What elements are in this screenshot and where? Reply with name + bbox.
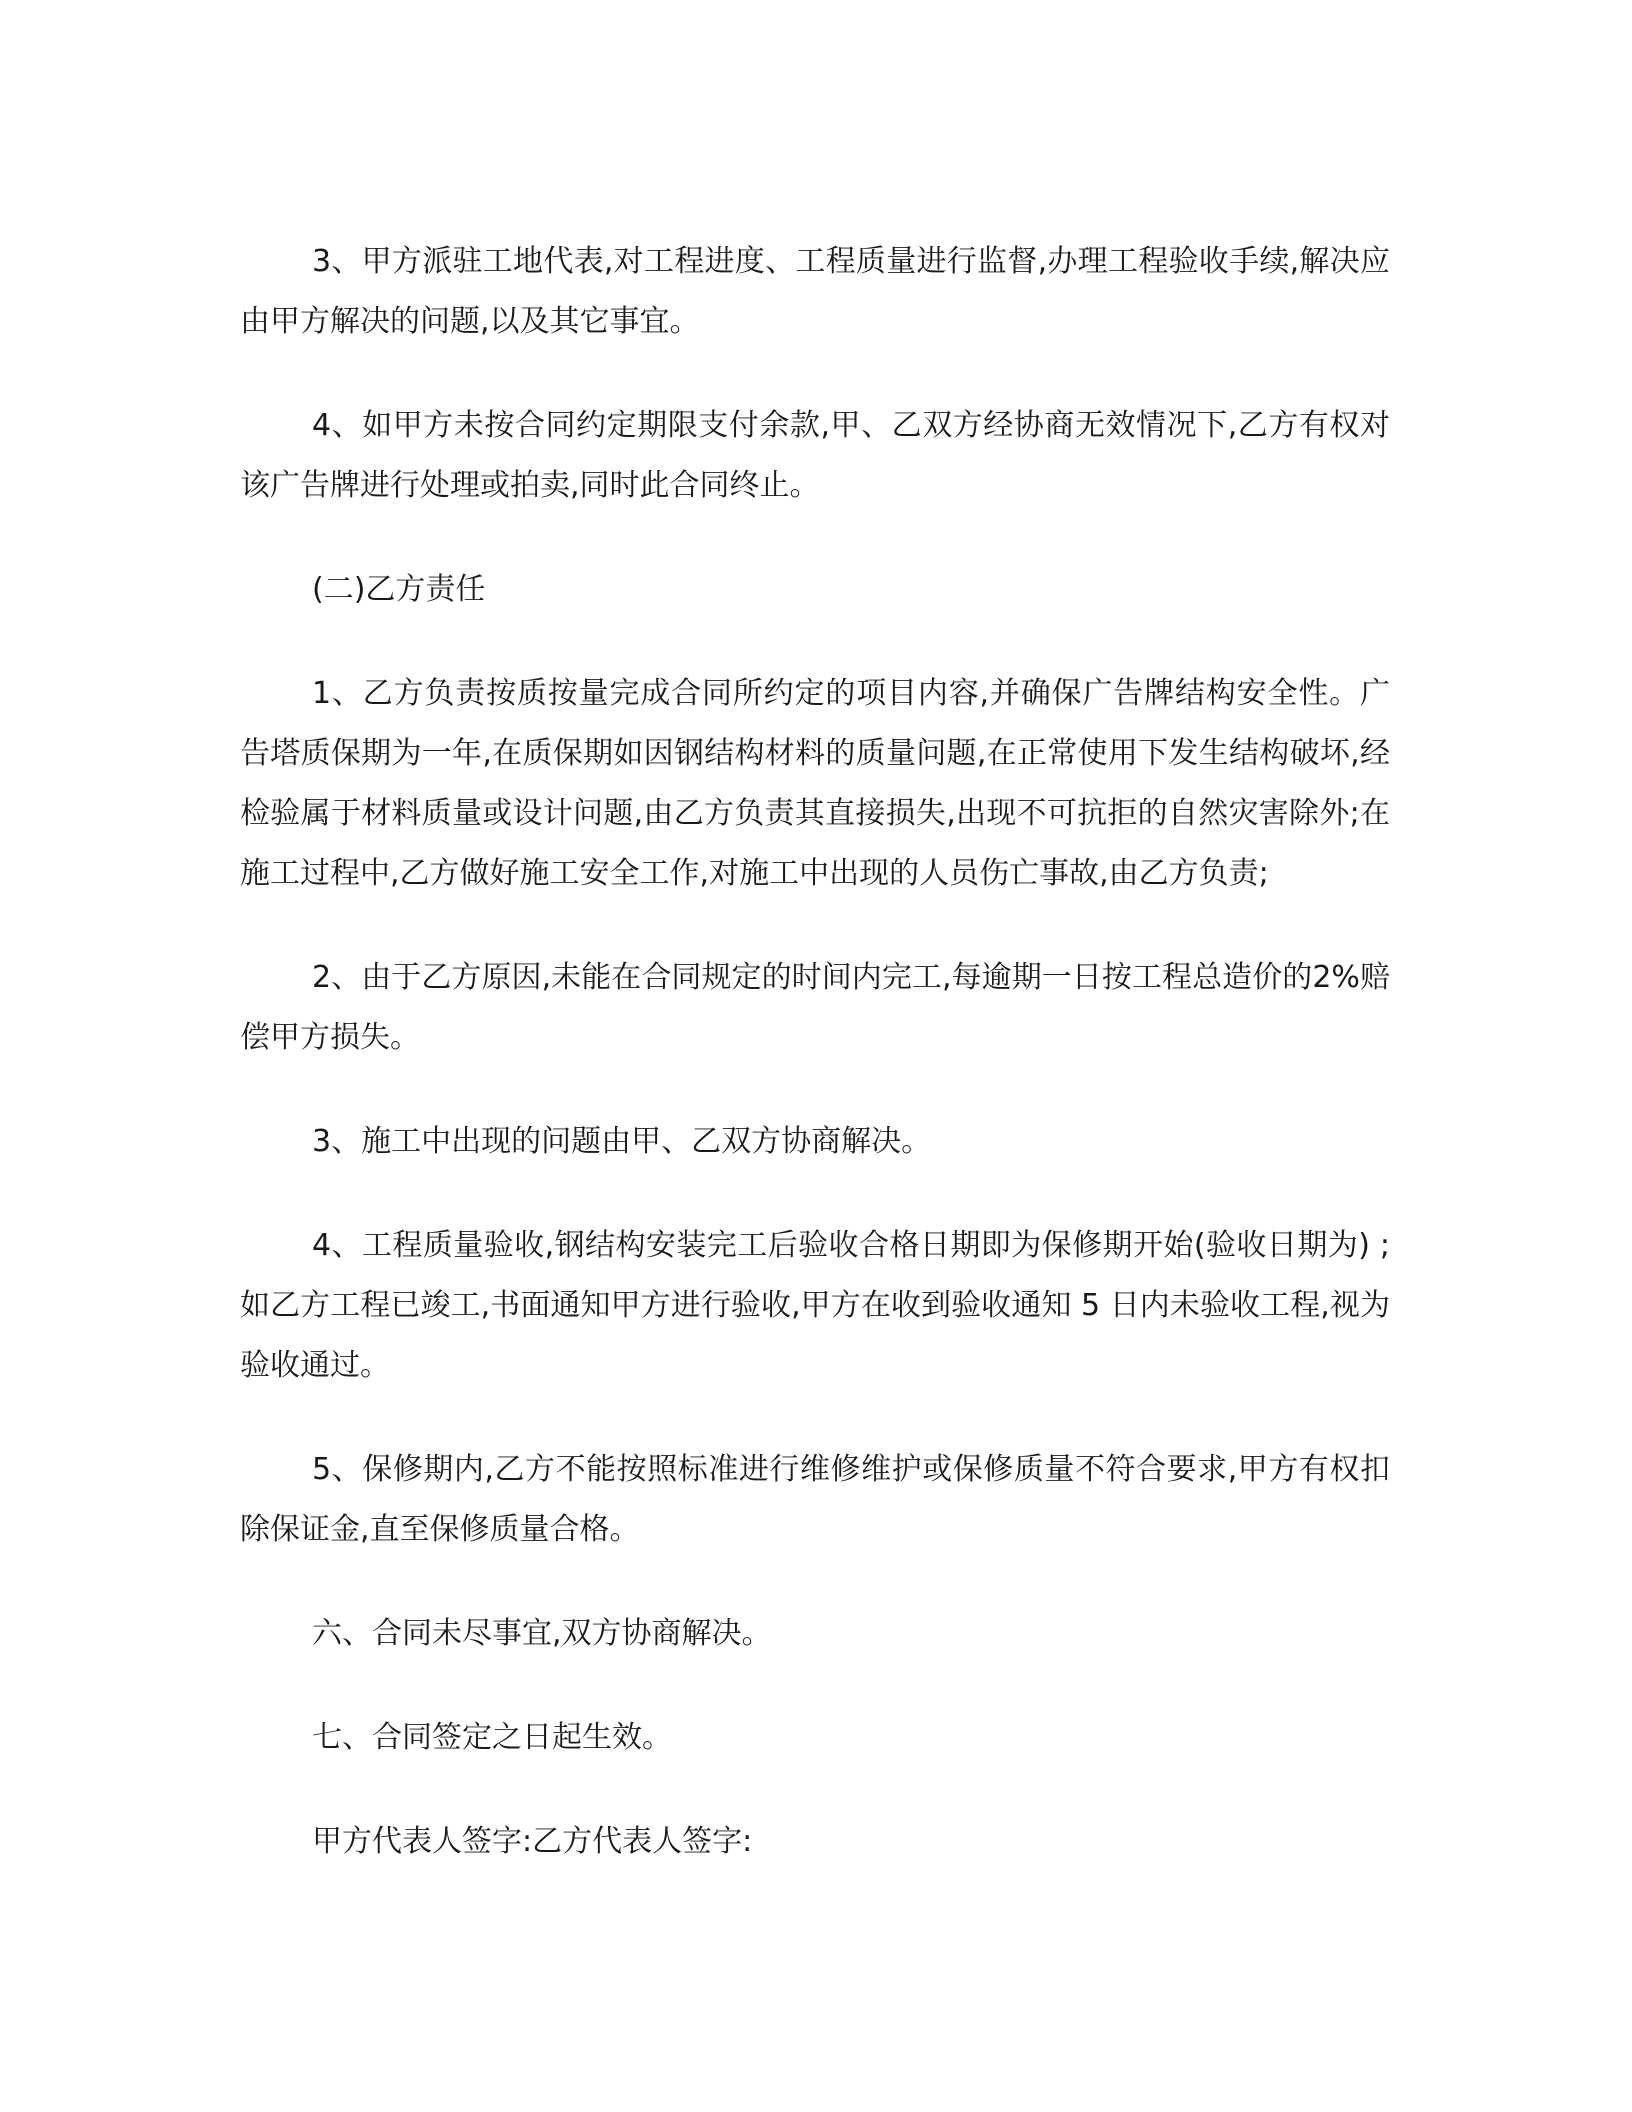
clause-party-b-2: 2、由于乙方原因,未能在合同规定的时间内完工,每逾期一日按工程总造价的2%赔偿甲方损失。 bbox=[240, 960, 1390, 1055]
section-heading-party-b: (二)乙方责任 bbox=[312, 572, 486, 607]
signature-line: 甲方代表人签字:乙方代表人签字: bbox=[312, 1824, 753, 1859]
document-page bbox=[240, 232, 1390, 1872]
clause-party-b-3: 3、施工中出现的问题由甲、乙双方协商解决。 bbox=[312, 1124, 932, 1159]
clause-six: 六、合同未尽事宜,双方协商解决。 bbox=[312, 1616, 772, 1651]
clause-party-a-3: 3、甲方派驻工地代表,对工程进度、工程质量进行监督,办理工程验收手续,解决应由甲方解决的问题,以及其它事宜。 bbox=[240, 244, 1390, 339]
clause-party-b-1: 1、乙方负责按质按量完成合同所约定的项目内容,并确保广告牌结构安全性。广告塔质保期为一年,在质保期如因钢结构材料的质量问题,在正常使用下发生结构破坏,经检验属于材料质量或设计问题,由乙方负责其直接损失,出现不可抗拒的自然灾害除外;在施工过程中,乙方做好施工安全工作,对施工中出现的人员伤亡事故,由乙方负责; bbox=[240, 676, 1390, 891]
clause-party-a-4: 4、如甲方未按合同约定期限支付余款,甲、乙双方经协商无效情况下,乙方有权对该广告牌进行处理或拍卖,同时此合同终止。 bbox=[240, 408, 1390, 503]
clause-party-b-5: 5、保修期内,乙方不能按照标准进行维修维护或保修质量不符合要求,甲方有权扣除保证金,直至保修质量合格。 bbox=[240, 1452, 1390, 1547]
clause-party-b-4: 4、工程质量验收,钢结构安装完工后验收合格日期即为保修期开始(验收日期为) ;如乙方工程已竣工,书面通知甲方进行验收,甲方在收到验收通知 5 日内未验收工程,视为验收通过。 bbox=[240, 1228, 1390, 1383]
clause-seven: 七、合同签定之日起生效。 bbox=[312, 1720, 672, 1755]
